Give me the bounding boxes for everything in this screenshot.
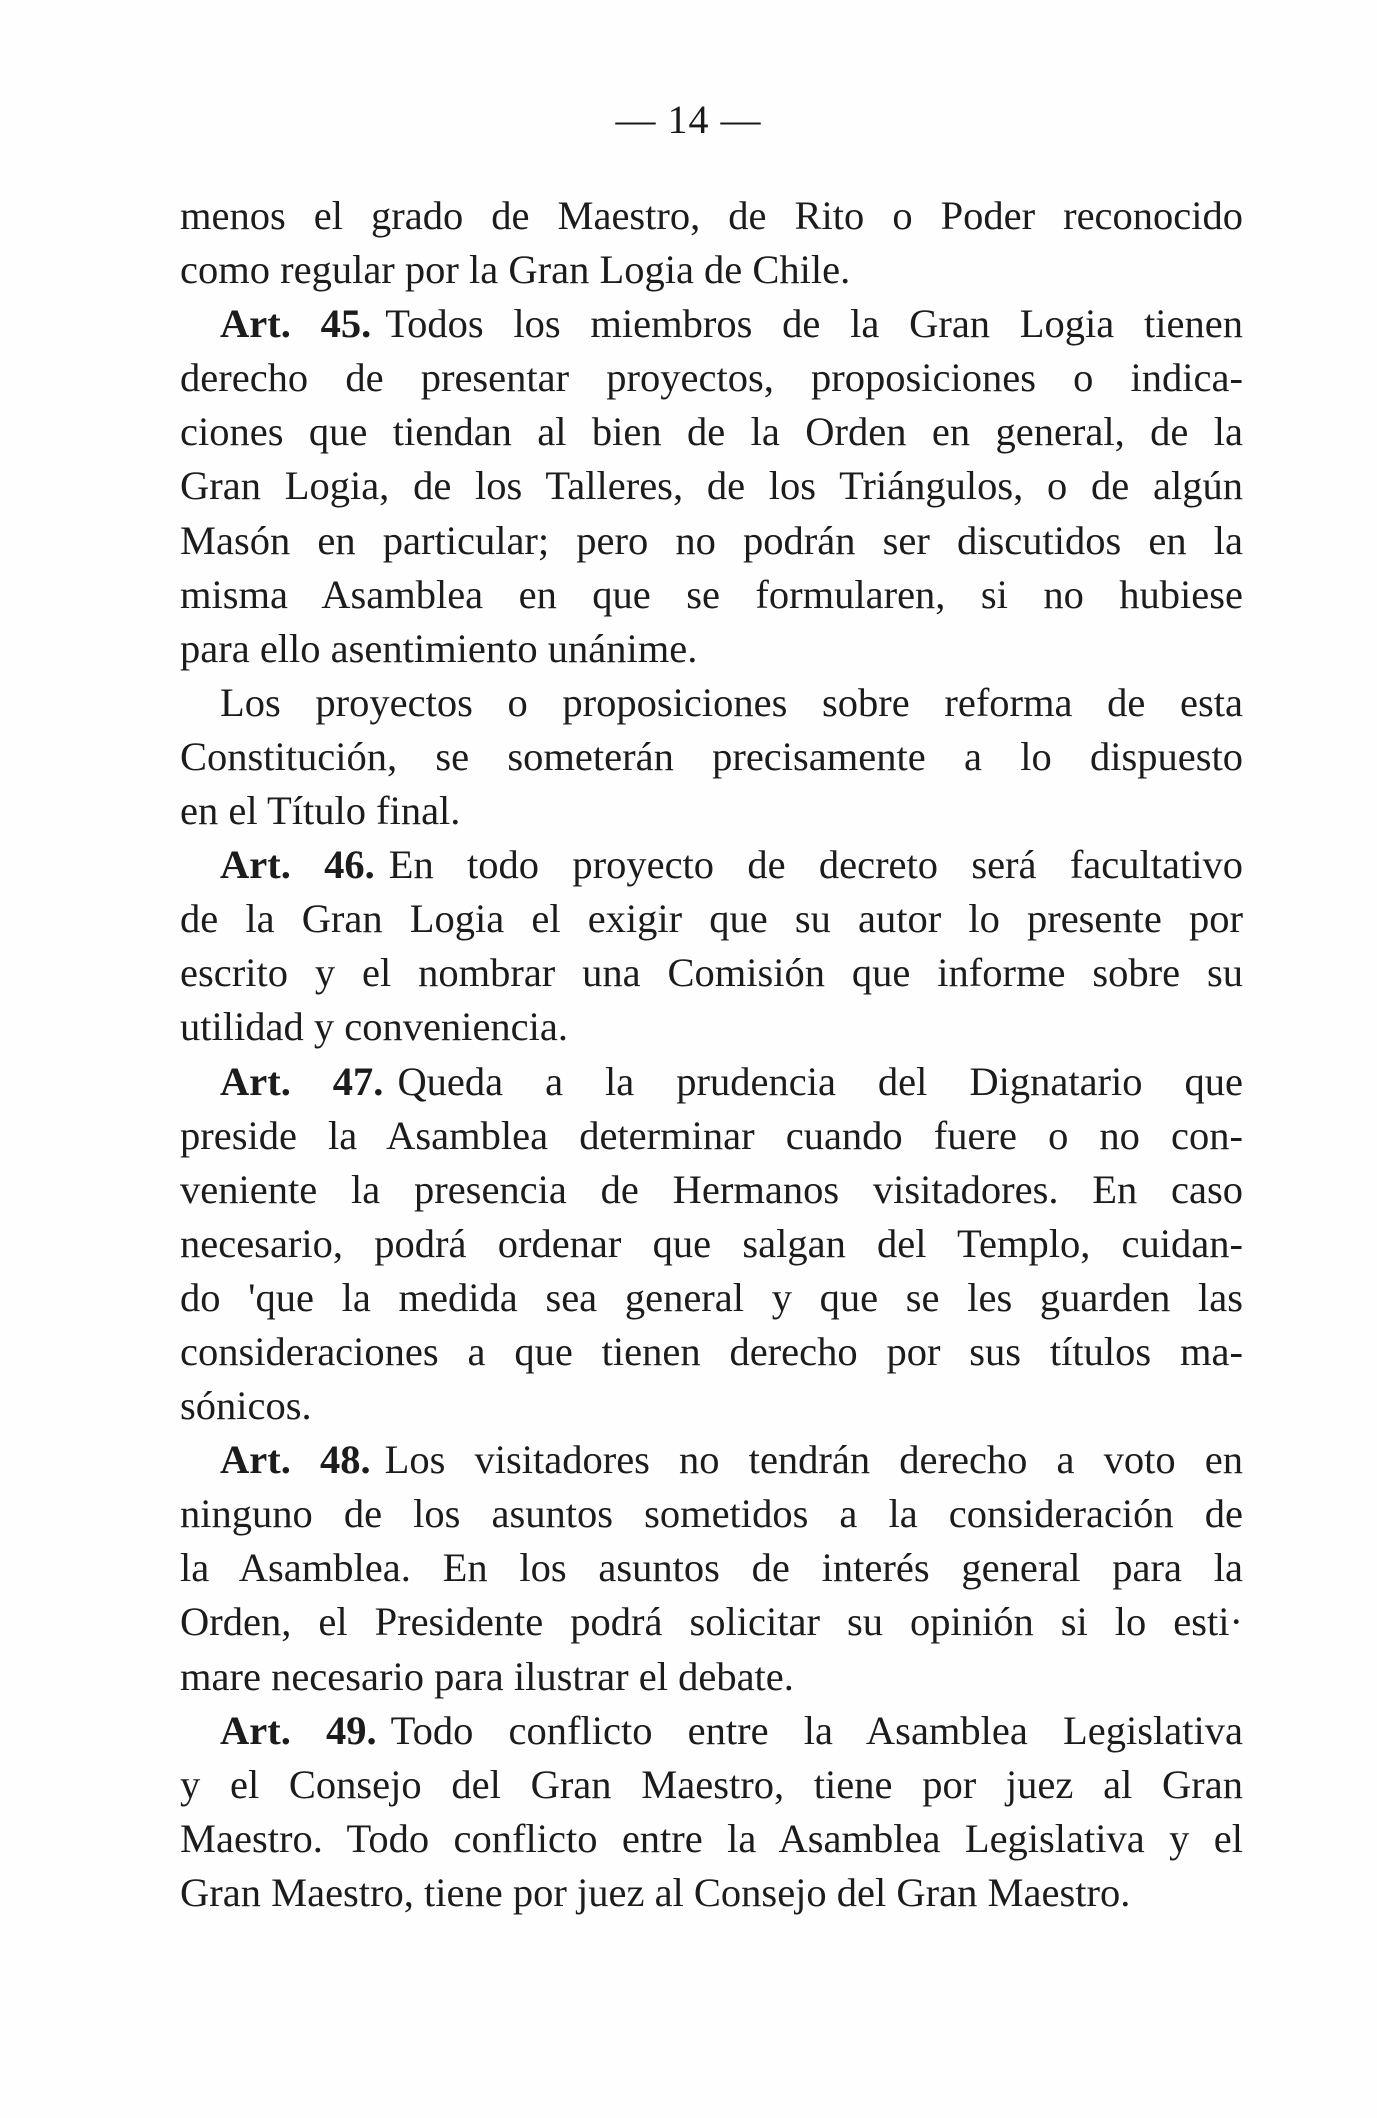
text-line [180,1433,1243,1487]
line-text: En todo proyecto de decreto será facultativo [388,842,1243,888]
text-line [180,946,1243,1000]
line-text: derecho de presentar proyectos, proposiciones o indica- [180,355,1243,401]
text-line [180,1704,1243,1758]
line-text: escrito y el nombrar una Comisión que informe sobre su [180,950,1243,996]
text-line [180,1271,1243,1325]
line-text: y el Consejo del Gran Maestro, tiene por juez al Gran [180,1761,1243,1807]
text-line [180,459,1243,513]
line-text: en el Título final. [180,788,461,834]
line-text: ciones que tiendan al bien de la Orden en general, de la [180,409,1243,455]
text-line [180,1650,1243,1704]
line-text: para ello asentimiento unánime. [180,625,698,671]
text-line [180,1000,1243,1054]
article-number: Art. 47. [220,1058,384,1104]
text-line [180,351,1243,405]
text-line [180,838,1243,892]
line-text: utilidad y conveniencia. [180,1004,568,1050]
text-line [180,892,1243,946]
text-line [180,1812,1243,1866]
line-text: Todo conflicto entre la Asamblea Legislativa [390,1707,1243,1753]
line-text: Gran Maestro, tiene por juez al Consejo del Gran Maestro. [180,1869,1131,1915]
line-text: Maestro. Todo conflicto entre la Asamblea Legislativa y el [180,1815,1243,1861]
text-line [180,676,1243,730]
line-text: la Asamblea. En los asuntos de interés general para la [180,1545,1243,1591]
page-number: — 14 — [615,97,762,142]
text-line [180,568,1243,622]
body-text [180,189,1243,1920]
line-text: Los proyectos o proposiciones sobre reforma de esta [220,679,1243,725]
text-line [180,622,1243,676]
text-line [180,405,1243,459]
line-text: ninguno de los asuntos sometidos a la consideración de [180,1491,1243,1537]
line-text: necesario, podrá ordenar que salgan del Templo, cuidan- [180,1220,1243,1266]
line-text: Masón en particular; pero no podrán ser discutidos en la [180,517,1243,563]
article-number: Art. 48. [220,1437,371,1483]
line-text: preside la Asamblea determinar cuando fuere o no con- [180,1112,1243,1158]
text-line [180,1758,1243,1812]
line-text: do 'que la medida sea general y que se les guarden las [180,1274,1243,1320]
text-line [180,243,1243,297]
line-text: como regular por la Gran Logia de Chile. [180,247,851,293]
line-text: Todos los miembros de la Gran Logia tienen [385,301,1243,347]
text-line [180,730,1243,784]
line-text: Los visitadores no tendrán derecho a voto en [384,1437,1243,1483]
line-text: sónicos. [180,1383,312,1429]
line-text: Gran Logia, de los Talleres, de los Triángulos, o de algún [180,463,1243,509]
line-text: Constitución, se someterán precisamente a lo dispuesto [180,733,1243,779]
text-line [180,297,1243,351]
text-line [180,1217,1243,1271]
line-text: Orden, el Presidente podrá solicitar su opinión si lo esti· [180,1599,1243,1645]
text-line [180,1325,1243,1379]
line-text: de la Gran Logia el exigir que su autor lo presente por [180,896,1243,942]
text-line [180,1109,1243,1163]
line-text: mare necesario para ilustrar el debate. [180,1653,794,1699]
line-text: veniente la presencia de Hermanos visitadores. En caso [180,1166,1243,1212]
line-text: consideraciones a que tienen derecho por sus títulos ma- [180,1328,1243,1374]
text-line [180,514,1243,568]
text-line [180,1541,1243,1595]
article-number: Art. 46. [220,842,375,888]
line-text: misma Asamblea en que se formularen, si no hubiese [180,571,1243,617]
text-line [180,1379,1243,1433]
text-line [180,189,1243,243]
text-line [180,1487,1243,1541]
text-line [180,784,1243,838]
text-line [180,1595,1243,1649]
text-line [180,1866,1243,1920]
text-line [180,1055,1243,1109]
line-text: Queda a la prudencia del Dignatario que [397,1058,1243,1104]
line-text: menos el grado de Maestro, de Rito o Poder reconocido [180,193,1243,238]
article-number: Art. 49. [220,1707,377,1753]
text-line [180,1163,1243,1217]
article-number: Art. 45. [220,301,372,347]
